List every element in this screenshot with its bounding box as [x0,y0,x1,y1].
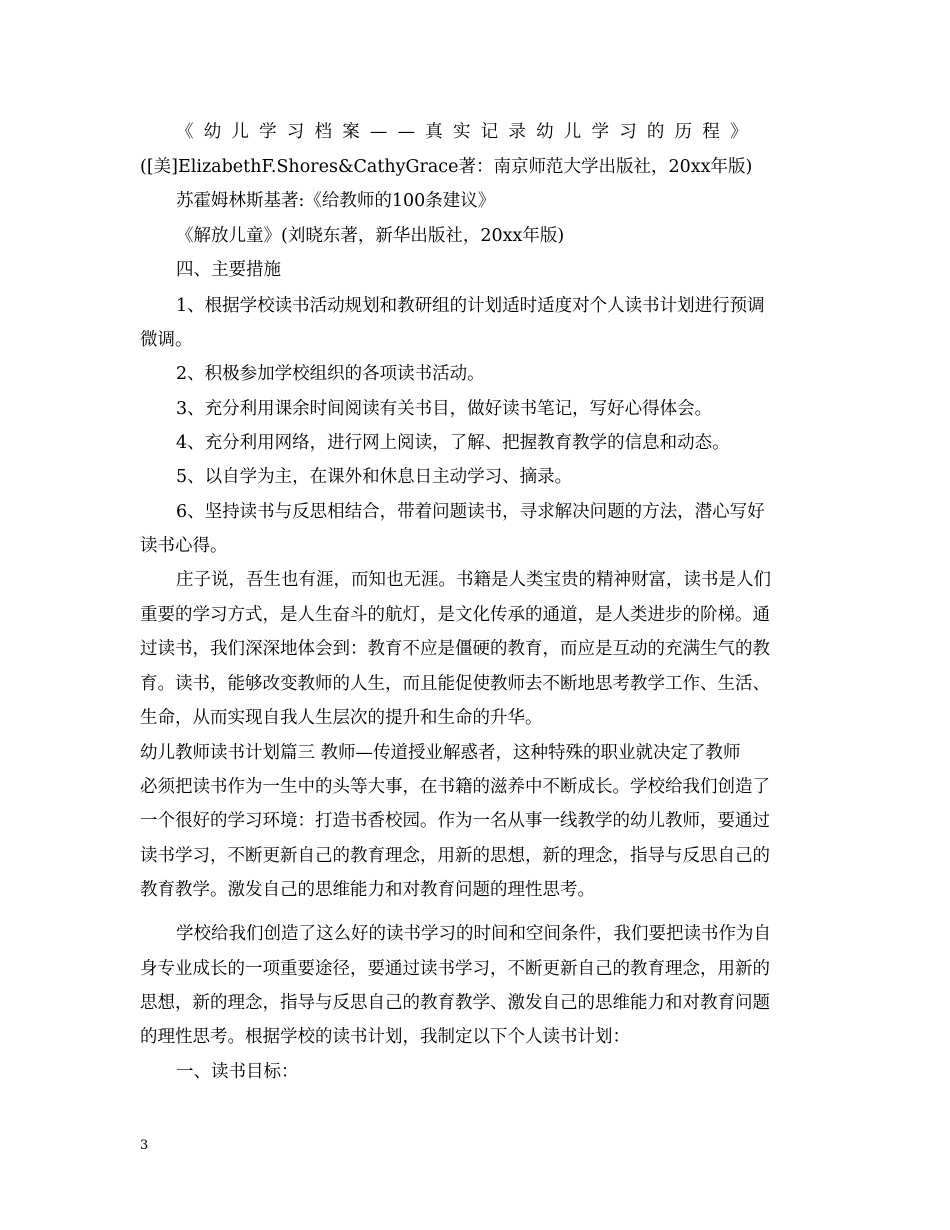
paragraph-line: 的理性思考。根据学校的读书计划，我制定以下个人读书计划： [140,1027,630,1047]
book-reference-line: 《解放儿童》(刘晓东著，新华出版社，20xx年版) [176,226,565,246]
paragraph-line: 5、以自学为主，在课外和休息日主动学习、摘录。 [176,467,573,487]
page-number: 3 [140,1138,149,1153]
paragraph-line: 2、积极参加学校组织的各项读书活动。 [176,364,485,384]
paragraph-line: 学校给我们创造了这么好的读书学习的时间和空间条件，我们要把读书作为自 [176,924,771,944]
paragraph-line: 读书学习，不断更新自己的教育理念，用新的思想，新的理念，指导与反思自己的 [140,846,770,866]
paragraph-line: 6、坚持读书与反思相结合，带着问题读书，寻求解决问题的方法，潜心写好 [176,502,765,522]
book-reference-line: 苏霍姆林斯基著:《给教师的100条建议》 [176,191,496,211]
paragraph-line: 3、充分利用课余时间阅读有关书目，做好读书笔记，写好心得体会。 [176,399,713,419]
section-heading: 一、读书目标： [176,1062,299,1082]
book-citation-line: ([美]ElizabethF.Shores&CathyGrace著：南京师范大学出版社，20xx年版) [140,157,753,177]
paragraph-line: 教育教学。激发自己的思维能力和对教育问题的理性思考。 [140,880,595,900]
paragraph-line: 庄子说，吾生也有涯，而知也无涯。书籍是人类宝贵的精神财富，读书是人们 [176,570,771,590]
paragraph-line: 1、根据学校读书活动规划和教研组的计划适时适度对个人读书计划进行预调 [176,296,765,316]
paragraph-line: 微调。 [140,330,193,350]
paragraph-line: 读书心得。 [140,536,228,556]
paragraph-line: 过读书，我们深深地体会到：教育不应是僵硬的教育，而应是互动的充满生气的教 [140,639,770,659]
section-heading: 四、主要措施 [176,260,281,280]
paragraph-line: 必须把读书作为一生中的头等大事，在书籍的滋养中不断成长。学校给我们创造了 [140,777,770,797]
paragraph-line: 幼儿教师读书计划篇三 教师—传道授业解惑者，这种特殊的职业就决定了教师 [140,743,741,763]
paragraph-line: 思想，新的理念，指导与反思自己的教育教学、激发自己的思维能力和对教育问题 [140,993,770,1013]
paragraph-line: 身专业成长的一项重要途径，要通过读书学习，不断更新自己的教育理念，用新的 [140,959,770,979]
paragraph-line: 育。读书，能够改变教师的人生，而且能促使教师去不断地思考教学工作、生活、 [140,674,770,694]
paragraph-line: 一个很好的学习环境：打造书香校园。作为一名从事一线教学的幼儿教师，要通过 [140,811,770,831]
paragraph-line: 生命，从而实现自我人生层次的提升和生命的升华。 [140,708,543,728]
paragraph-line: 重要的学习方式，是人生奋斗的航灯，是文化传承的通道，是人类进步的阶梯。通 [140,605,770,625]
paragraph-line: 4、充分利用网络，进行网上阅读，了解、把握教育教学的信息和动态。 [176,433,730,453]
book-title-line: 《幼儿学习档案——真实记录幼儿学习的历程》 [176,122,758,142]
